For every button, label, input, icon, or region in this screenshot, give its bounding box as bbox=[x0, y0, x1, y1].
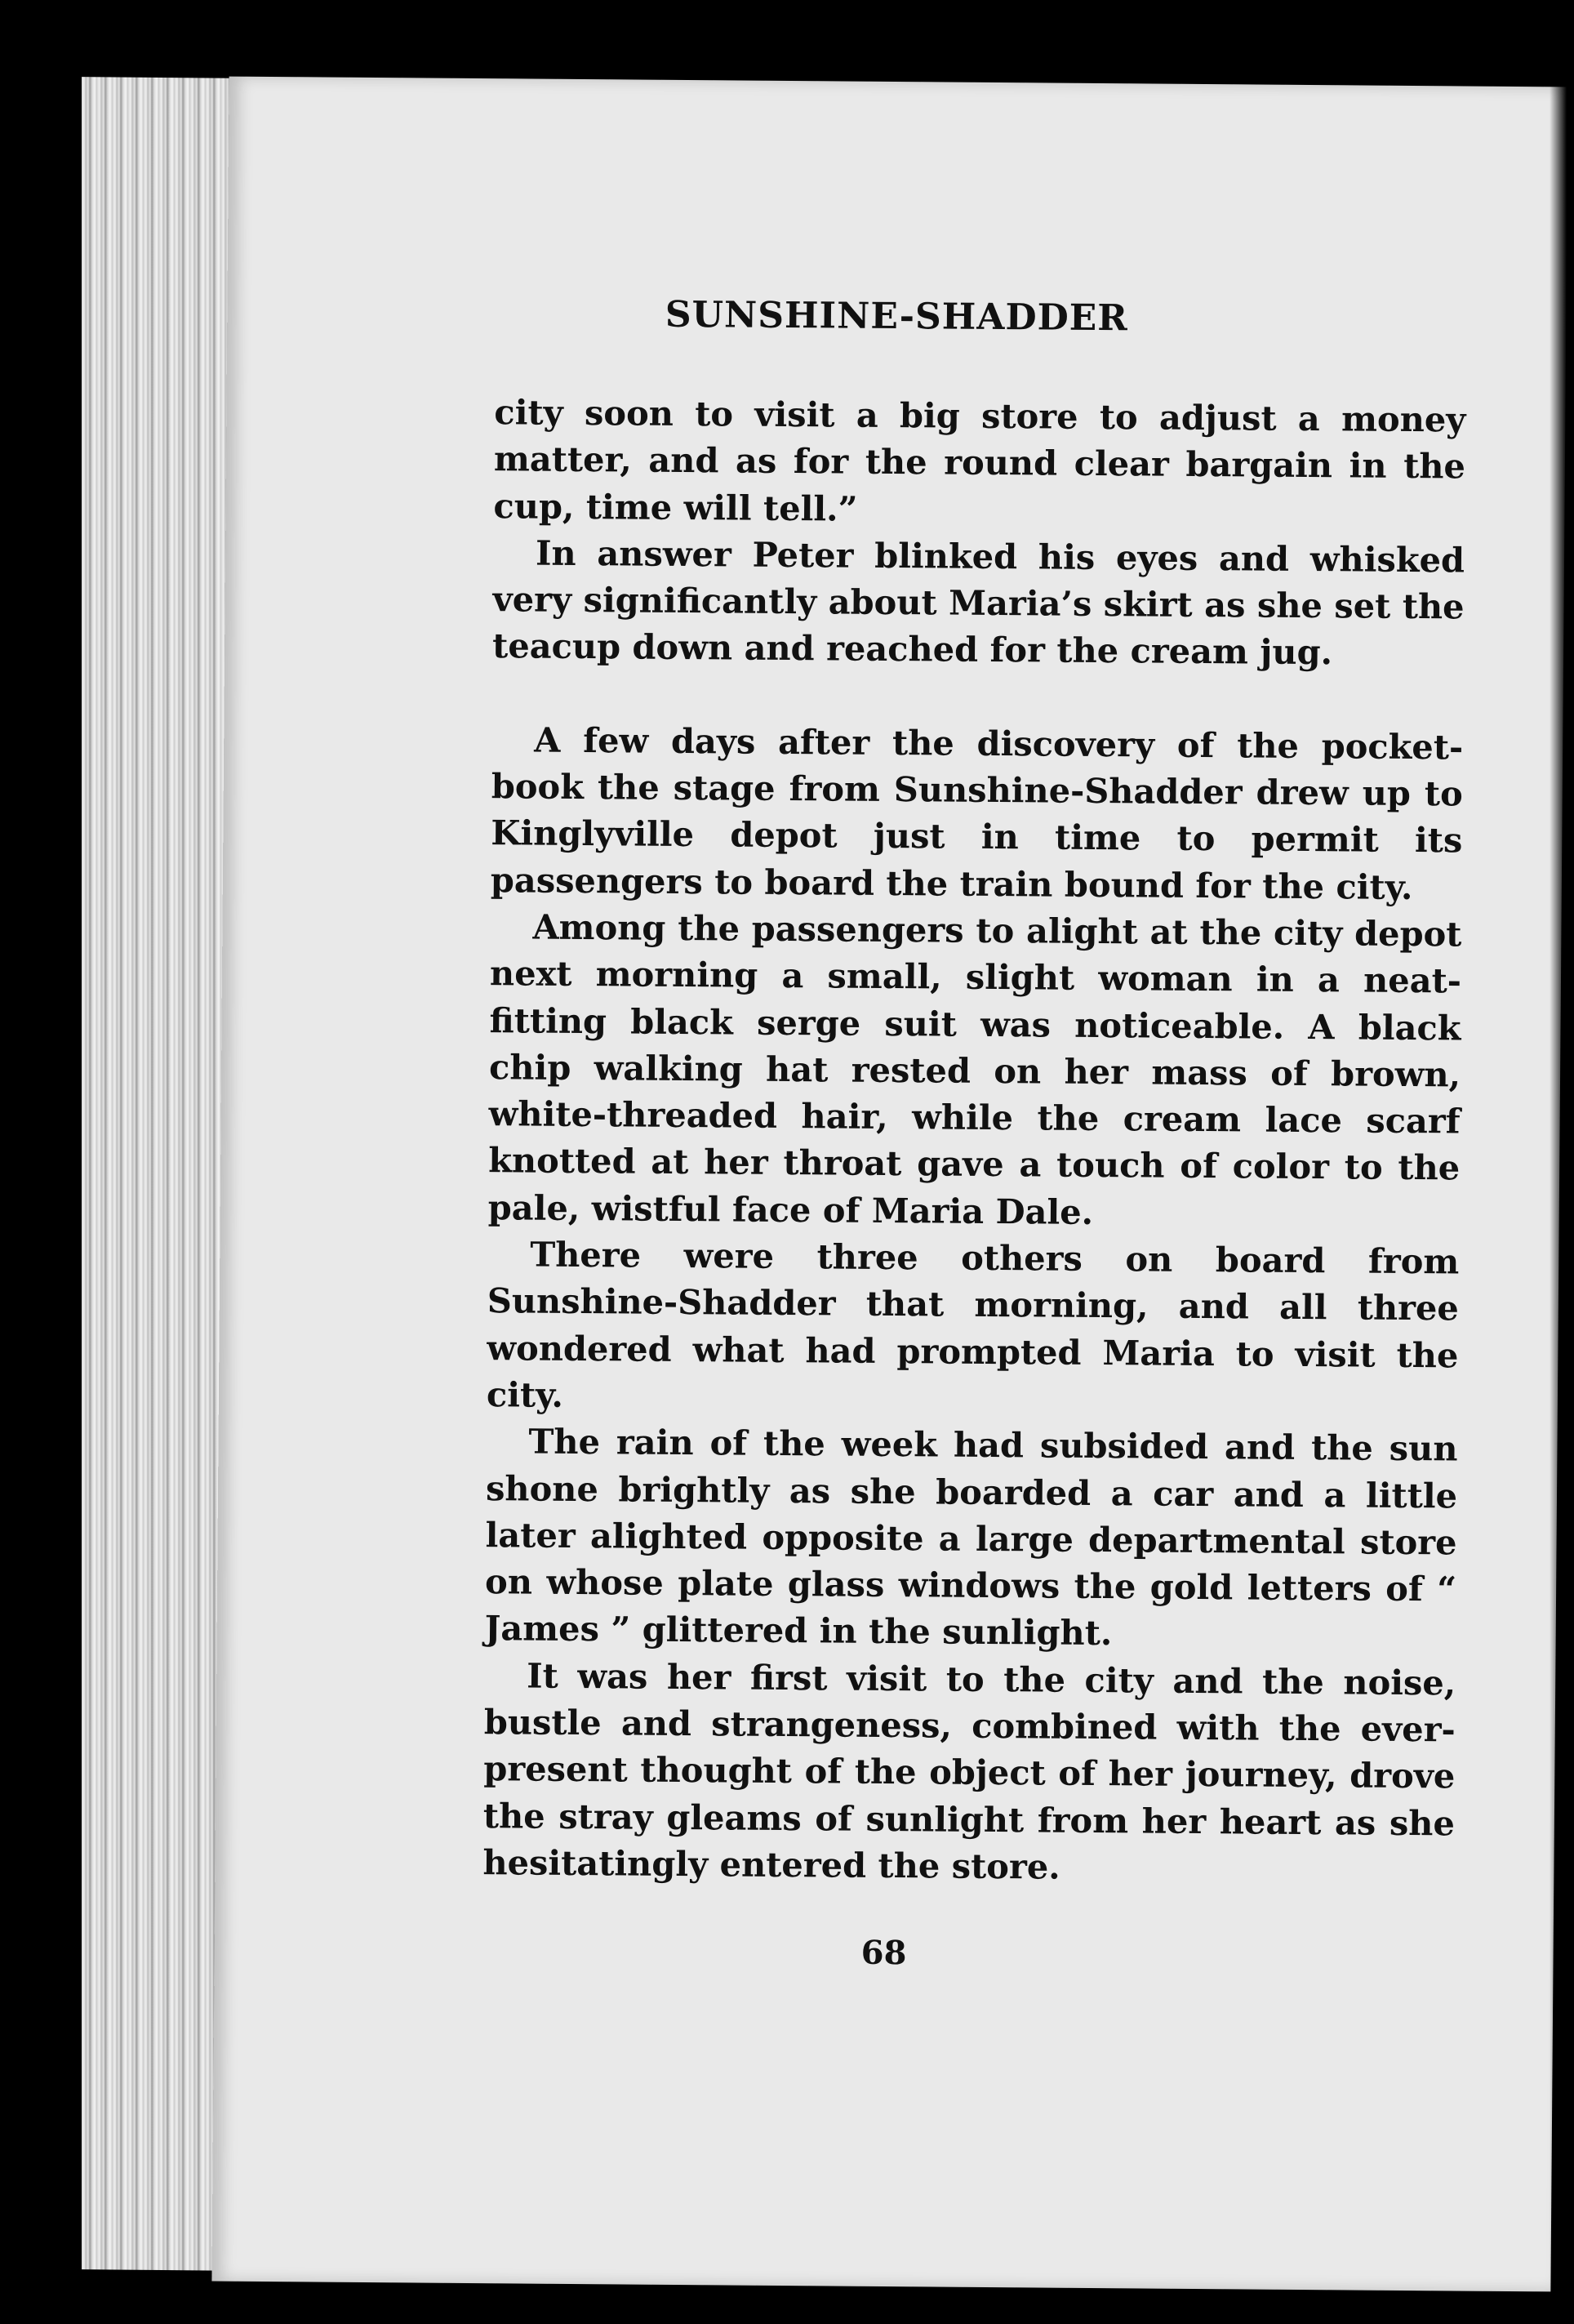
paragraph: The rain of the week had subsided and the sun shone brightly as she boarded a car and a little later alighted opposite a large departmental store on whose plate glass windows the gold letters of “ James ” glittered in the sunlight. bbox=[484, 1421, 1458, 1654]
paragraph: It was her first visit to the city and the noise, bustle and strangeness, combined with the ever-present thought of the object of her journey, drove the stray gleams of sunlight from her heart as she hesitatingly entered the store. bbox=[482, 1655, 1456, 1887]
paragraph: There were three others on board from Sunshine-Shadder that morning, and all three wondered what had prompted Maria to visit the city. bbox=[486, 1234, 1460, 1415]
paragraph: Among the passengers to alight at the city depot next morning a small, slight woman in a neat-fitting black serge suit was noticeable. A black chip walking hat rested on her mass of brown, white-threaded hair, while the cream lace scarf knotted at her throat gave a touch of color to the pale, wistful face of Maria Dale. bbox=[487, 906, 1462, 1232]
paragraph-continuation: city soon to visit a big store to adjust a money matter, and as for the round clear bargain in the cup, time will tell.” bbox=[493, 392, 1466, 529]
paragraph-section-start: A few days after the discovery of the pocket-book the stage from Sunshine-Shadder drew up to Kinglyville depot just in time to permit its passengers to board the train bound for the city. bbox=[490, 719, 1464, 907]
book-page bbox=[211, 77, 1567, 2292]
paragraph: In answer Peter blinked his eyes and whisked very significantly about Maria’s skirt as she set the teacup down and reached for the cream jug. bbox=[491, 532, 1465, 673]
running-head: SUNSHINE-SHADDER bbox=[665, 293, 1129, 340]
body-text bbox=[482, 389, 1465, 1893]
scan-edge-shadow bbox=[1550, 0, 1574, 2324]
page-number: 68 bbox=[860, 1933, 907, 1973]
